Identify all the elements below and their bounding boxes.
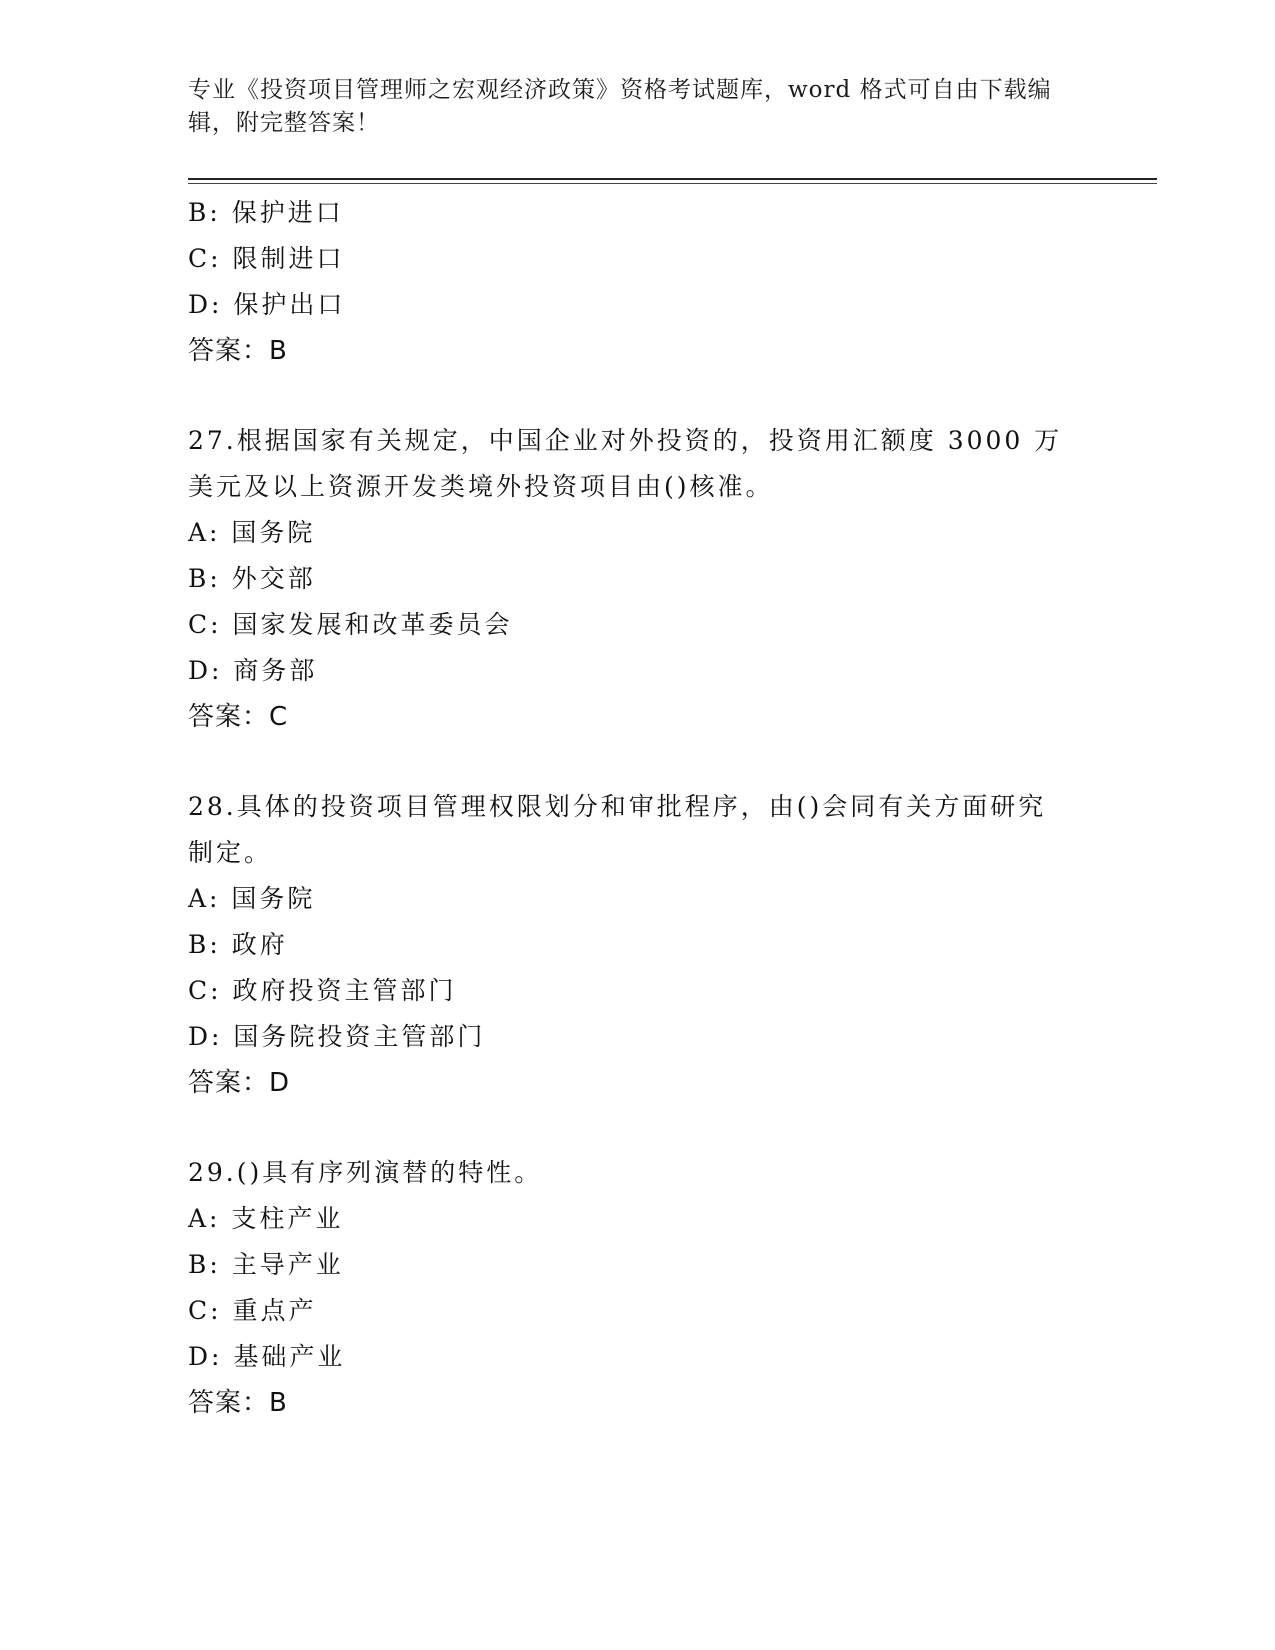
question-text-line-2: 制定。 [188,838,273,867]
header-line-2: 辑，附完整答案！ [188,110,380,136]
option-d: D: 基础产业 [188,1342,346,1371]
option-a: A: 国务院 [188,518,316,547]
question-text-line-1: 28.具体的投资项目管理权限划分和审批程序，由()会同有关方面研究 [188,792,1047,821]
option-d: D: 商务部 [188,656,318,685]
option-d: D: 保护出口 [188,290,346,319]
option-a: A: 支柱产业 [188,1204,344,1233]
option-c: C: 限制进口 [188,244,345,273]
question-26-continued [188,190,1088,374]
header-divider-thick [188,178,1157,180]
option-c: C: 重点产 [188,1296,317,1325]
question-text-line-1: 27.根据国家有关规定，中国企业对外投资的，投资用汇额度 3000 万 [188,426,1063,455]
question-29 [188,1150,1088,1426]
option-b: B: 主导产业 [188,1250,344,1279]
question-28 [188,784,1088,1106]
option-a: A: 国务院 [188,884,316,913]
question-text-line-2: 美元及以上资源开发类境外投资项目由()核准。 [188,472,774,501]
option-c: C: 政府投资主管部门 [188,976,457,1005]
option-b: B: 外交部 [188,564,316,593]
header-line-1: 专业《投资项目管理师之宏观经济政策》资格考试题库，word 格式可自由下载编 [188,77,1052,103]
document-header [188,74,1088,140]
answer: 答案：C [188,702,289,732]
option-b: B: 保护进口 [188,198,344,227]
question-text-line-1: 29.()具有序列演替的特性。 [188,1158,543,1187]
option-b: B: 政府 [188,930,288,959]
answer: 答案：B [188,1388,288,1418]
question-27 [188,418,1088,740]
option-c: C: 国家发展和改革委员会 [188,610,513,639]
header-divider-thin [188,183,1157,184]
question-content [188,190,1088,1426]
answer: 答案：D [188,1068,291,1098]
answer: 答案：B [188,336,288,366]
option-d: D: 国务院投资主管部门 [188,1022,486,1051]
